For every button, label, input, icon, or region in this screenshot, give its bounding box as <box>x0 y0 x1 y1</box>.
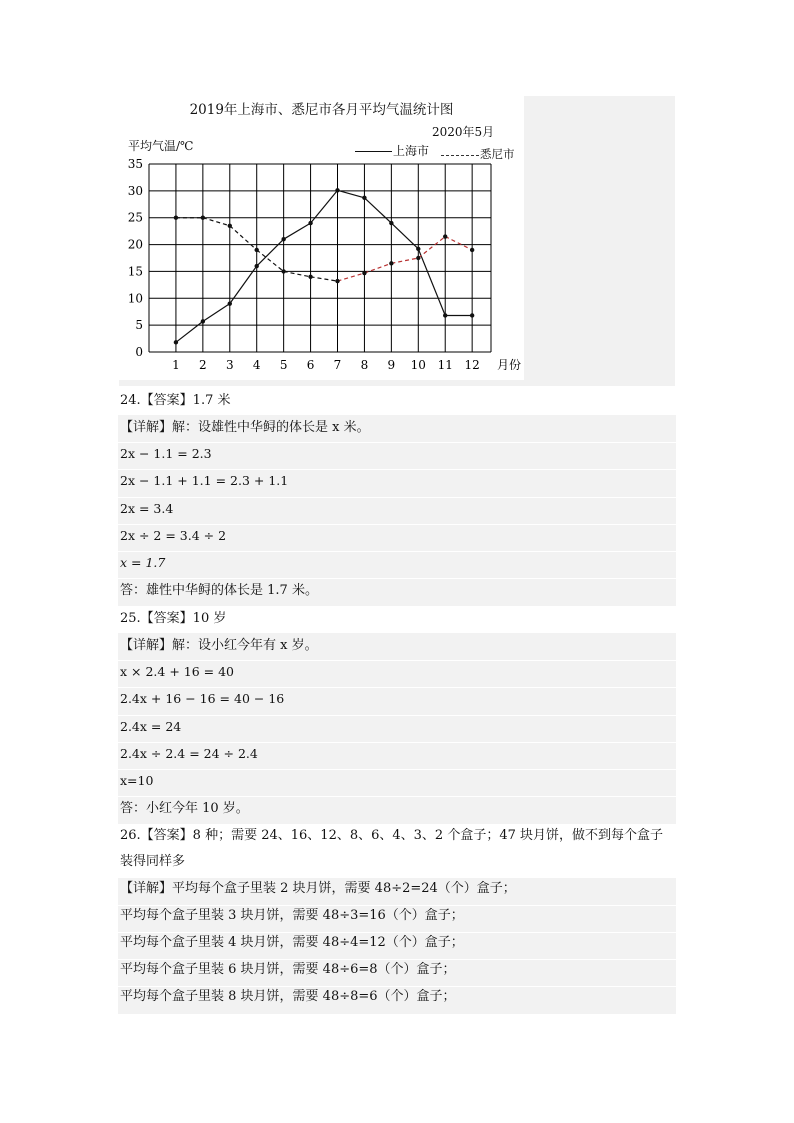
shanghai-line-segment <box>203 304 230 322</box>
q26-detail-1: 【详解】平均每个盒子里装 2 块月饼，需要 48÷2=24（个）盒子； <box>120 881 516 896</box>
sydney-point <box>470 248 474 252</box>
q24-step-2: 2x − 1.1 + 1.1 = 2.3 + 1.1 <box>120 473 289 488</box>
chart-date: 2020年5月 <box>432 125 495 139</box>
shanghai-point <box>335 188 339 192</box>
q24-detail: 【详解】解：设雄性中华鲟的体长是 x 米。 <box>120 420 370 435</box>
sydney-point <box>308 275 312 279</box>
q26-answer-row <box>118 824 676 878</box>
shanghai-point <box>281 237 285 241</box>
chart-title: 2019年上海市、悉尼市各月平均气温统计图 <box>189 102 454 118</box>
legend-sydney-label: 悉尼市 <box>480 147 515 161</box>
temperature-line-chart <box>119 96 524 380</box>
sydney-line-segment <box>338 273 365 281</box>
shanghai-line-segment <box>418 249 445 316</box>
q24-step-4: 2x ÷ 2 = 3.4 ÷ 2 <box>120 528 227 543</box>
shanghai-point <box>470 313 474 317</box>
shanghai-line-segment <box>284 223 311 239</box>
y-tick-label: 0 <box>135 345 143 359</box>
sydney-line-segment <box>230 226 257 250</box>
y-tick-label: 5 <box>135 318 143 333</box>
sydney-line-segment <box>445 237 472 250</box>
q25-step-1: x × 2.4 + 16 = 40 <box>120 664 235 679</box>
q24-detail-block <box>118 415 676 606</box>
shanghai-line-segment <box>176 321 203 342</box>
x-tick-label: 6 <box>306 358 315 372</box>
q26-detail-3: 平均每个盒子里装 4 块月饼，需要 48÷4=12（个）盒子； <box>120 935 464 950</box>
x-axis-title: 月份 <box>497 358 522 372</box>
x-tick-label: 5 <box>279 358 288 372</box>
x-tick-label: 9 <box>387 358 396 372</box>
q24-step-5: x = 1.7 <box>120 555 166 570</box>
shanghai-line-segment <box>364 198 391 223</box>
sydney-line-segment <box>284 271 311 276</box>
sydney-point <box>201 216 205 220</box>
shanghai-line-segment <box>338 190 365 198</box>
sydney-line-segment <box>418 237 445 258</box>
sydney-point <box>255 248 259 252</box>
sydney-point <box>174 216 178 220</box>
chart-area <box>119 96 675 386</box>
q26-detail-block <box>118 878 676 1014</box>
x-tick-label: 8 <box>360 358 369 372</box>
x-tick-label: 3 <box>225 358 234 372</box>
y-tick-label: 35 <box>127 157 143 171</box>
q26-detail-5: 平均每个盒子里装 8 块月饼，需要 48÷8=6（个）盒子； <box>120 989 456 1004</box>
y-tick-label: 20 <box>127 237 143 252</box>
x-tick-label: 7 <box>333 358 342 372</box>
q25-step-2: 2.4x + 16 − 16 = 40 − 16 <box>120 691 285 706</box>
q25-answer-row <box>118 606 676 633</box>
sydney-point <box>362 271 366 275</box>
q26-answer-line-2: 装得同样多 <box>120 854 186 869</box>
q26-detail-2: 平均每个盒子里装 3 块月饼，需要 48÷3=16（个）盒子； <box>120 908 464 923</box>
q25-step-5: x=10 <box>120 773 154 788</box>
sydney-point <box>228 224 232 228</box>
shanghai-point <box>174 340 178 344</box>
q25-detail: 【详解】解：设小红今年有 x 岁。 <box>120 638 318 653</box>
y-tick-label: 25 <box>127 210 143 225</box>
q24-step-1: 2x − 1.1 = 2.3 <box>120 446 212 461</box>
shanghai-point <box>443 313 447 317</box>
sydney-line-segment <box>203 218 230 226</box>
q24-answer: 24.【答案】1.7 米 <box>120 393 231 408</box>
q25-conclusion: 答：小红今年 10 岁。 <box>120 801 249 816</box>
q26-detail-4: 平均每个盒子里装 6 块月饼，需要 48÷6=8（个）盒子； <box>120 962 456 977</box>
q25-step-3: 2.4x = 24 <box>120 719 182 734</box>
y-tick-label: 10 <box>127 291 143 306</box>
y-tick-label: 15 <box>127 264 143 279</box>
sydney-line-segment <box>311 277 338 281</box>
y-axis-title: 平均气温/℃ <box>128 139 194 153</box>
shanghai-point <box>362 196 366 200</box>
sydney-point <box>389 261 393 265</box>
shanghai-point <box>389 221 393 225</box>
sydney-point <box>416 256 420 260</box>
q25-answer: 25.【答案】10 岁 <box>120 611 227 626</box>
sydney-line-segment <box>391 258 418 263</box>
q26-answer-line-1: 26.【答案】8 种；需要 24、16、12、8、6、4、3、2 个盒子；47 块月饼，做不到每个盒子 <box>120 828 663 843</box>
q24-step-3: 2x = 3.4 <box>120 501 174 516</box>
shanghai-point <box>308 221 312 225</box>
q25-step-4: 2.4x ÷ 2.4 = 24 ÷ 2.4 <box>120 746 258 761</box>
q25-detail-block <box>118 633 676 824</box>
shanghai-point <box>201 319 205 323</box>
x-tick-label: 12 <box>464 358 480 372</box>
x-tick-label: 2 <box>199 358 207 372</box>
shanghai-point <box>228 301 232 305</box>
x-tick-label: 11 <box>437 358 453 372</box>
shanghai-point <box>416 247 420 251</box>
q24-answer-row <box>118 388 676 415</box>
chart-panel <box>119 96 524 380</box>
legend-shanghai-label: 上海市 <box>393 144 430 158</box>
sydney-point <box>335 279 339 283</box>
sydney-point <box>281 269 285 273</box>
shanghai-line-segment <box>257 239 284 266</box>
shanghai-point <box>255 264 259 268</box>
x-tick-label: 4 <box>252 358 261 372</box>
sydney-point <box>443 234 447 238</box>
x-tick-label: 1 <box>172 358 180 372</box>
x-tick-label: 10 <box>410 358 426 372</box>
y-tick-label: 30 <box>127 183 143 198</box>
q24-conclusion: 答：雄性中华鲟的体长是 1.7 米。 <box>120 583 318 598</box>
